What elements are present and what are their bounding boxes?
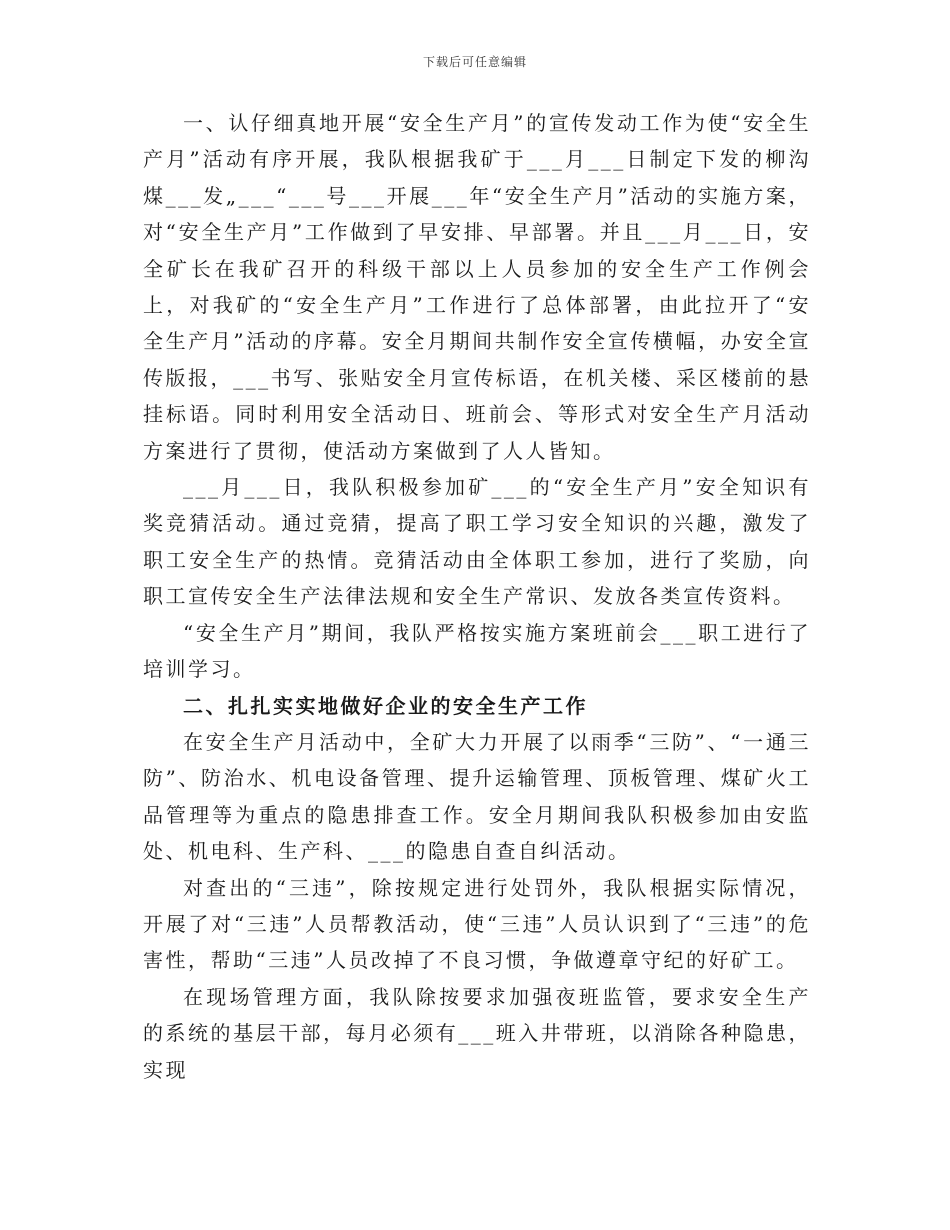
document-body	[143, 105, 811, 1088]
paragraph-2: ___月___日，我队积极参加矿___的“安全生产月”安全知识有奖竞猜活动。通过竞猜，提高了职工学习安全知识的兴趣，激发了职工安全生产的热情。竞猜活动由全体职工参加，进行了奖励，向职工宣传安全生产法律法规和安全生产常识、发放各类宣传资料。	[143, 475, 811, 609]
section-2-paragraph-2: 对查出的“三违”，除按规定进行处罚外，我队根据实际情况，开展了对“三违”人员帮教活动，使“三违”人员认识到了“三违”的危害性，帮助“三违”人员改掉了不良习惯，争做遵章守纪的好矿工。	[143, 875, 811, 973]
paragraph-3: “安全生产月”期间，我队严格按实施方案班前会___职工进行了培训学习。	[143, 620, 811, 682]
section-2-heading: 二、扎扎实实地做好企业的安全生产工作	[183, 693, 588, 718]
paragraph-1: 一、认仔细真地开展“安全生产月”的宣传发动工作为使“安全生产月”活动有序开展，我队根据我矿于___月___日制定下发的柳沟煤___发„___“___号___开展___年“安全生产月”活动的实施方案，对“安全生产月”工作做到了早安排、早部署。并且___月___日，安全矿长在我矿召开的科级干部以上人员参加的安全生产工作例会上，对我矿的“安全生产月”工作进行了总体部署，由此拉开了“安全生产月”活动的序幕。安全月期间共制作安全宣传横幅，办安全宣传版报，___书写、张贴安全月宣传标语，在机关楼、采区楼前的悬挂标语。同时利用安全活动日、班前会、等形式对安全生产月活动方案进行了贯彻，使活动方案做到了人人皆知。	[143, 111, 811, 463]
section-2-paragraph-3: 在现场管理方面，我队除按要求加强夜班监管，要求安全生产的系统的基层干部，每月必须有___班入井带班，以消除各种隐患，实现	[143, 984, 811, 1082]
section-2-paragraph-1: 在安全生产月活动中，全矿大力开展了以雨季“三防”、“一通三防”、防治水、机电设备管理、提升运输管理、顶板管理、煤矿火工品管理等为重点的隐患排查工作。安全月期间我队积极参加由安监处、机电科、生产科、___的隐患自查自纠活动。	[143, 729, 811, 864]
page-header: 下载后可任意编辑	[422, 55, 527, 69]
